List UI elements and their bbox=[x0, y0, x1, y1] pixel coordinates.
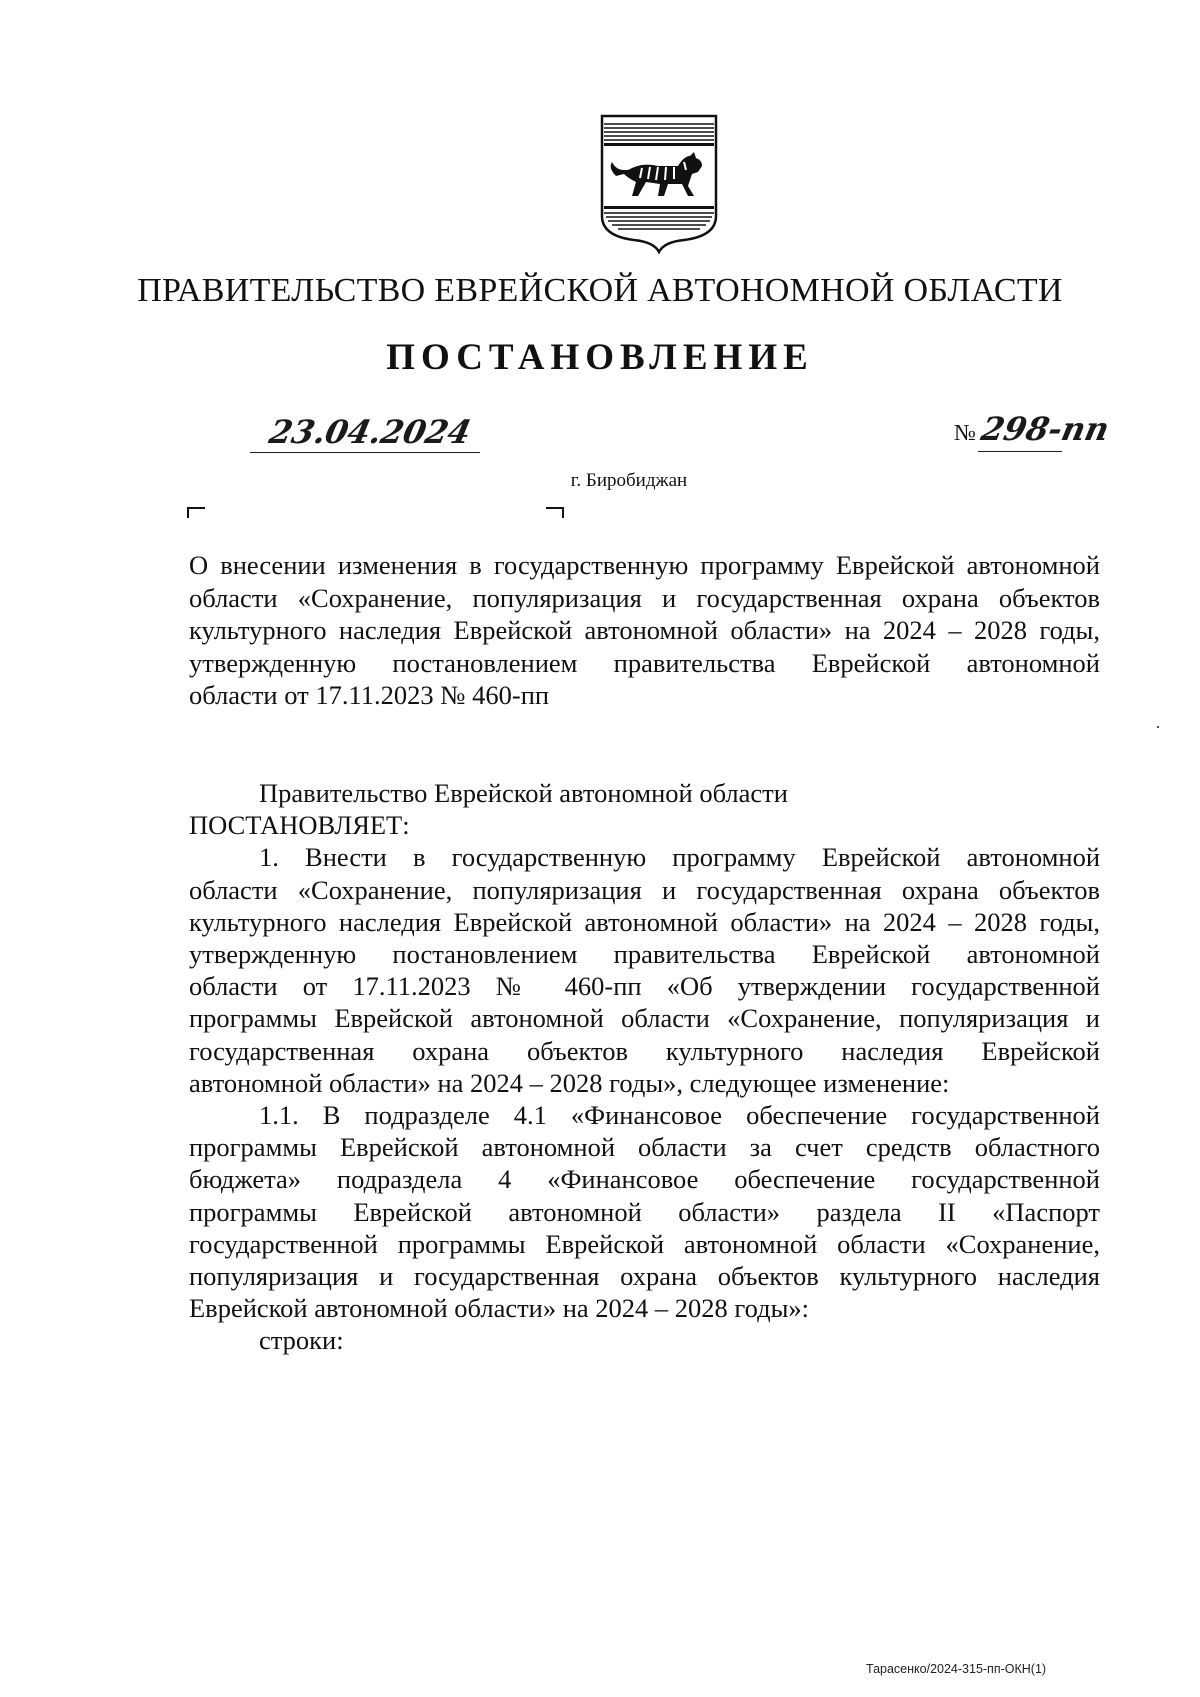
subject-line: О внесении изменения в государственную программу Еврейской автономной bbox=[189, 550, 1100, 580]
preamble: Правительство Еврейской автономной области bbox=[259, 778, 788, 808]
scan-artifact bbox=[1157, 726, 1159, 728]
decree-word: ПОСТАНОВЛЯЕТ: bbox=[189, 810, 410, 841]
rows-label: строки: bbox=[259, 1325, 344, 1356]
subject-line: утвержденную постановлением правительства Еврейской автономной bbox=[189, 647, 1100, 678]
item-1-1-line: бюджета» подраздела 4 «Финансовое обеспечение государственной bbox=[189, 1164, 1100, 1195]
item-1-1-line: популяризация и государственная охрана объектов культурного наследия bbox=[189, 1261, 1100, 1292]
title-bracket-right bbox=[546, 507, 564, 518]
decree-number: 298-пп bbox=[977, 410, 1113, 448]
decree-subject bbox=[189, 549, 1100, 712]
item-1-1-line: государственной программы Еврейской автономной области «Сохранение, bbox=[189, 1228, 1100, 1259]
item-1-line: государственная охрана объектов культурного наследия Еврейской bbox=[189, 1035, 1100, 1066]
number-sign: № bbox=[954, 420, 976, 445]
item-1-1-line: 1.1. В подразделе 4.1 «Финансовое обеспечение государственной bbox=[259, 1100, 1100, 1131]
item-1-line: 1. Внести в государственную программу Еврейской автономной bbox=[259, 842, 1100, 873]
subject-line: области «Сохранение, популяризация и государственная охрана объектов bbox=[189, 582, 1100, 613]
decree-body bbox=[189, 777, 1100, 1357]
org-title: ПРАВИТЕЛЬСТВО ЕВРЕЙСКОЙ АВТОНОМНОЙ ОБЛАСТИ bbox=[137, 272, 1063, 309]
item-1-line: утвержденную постановлением правительства Еврейской автономной bbox=[189, 939, 1100, 970]
item-1-line: программы Еврейской автономной области «Сохранение, популяризация и bbox=[189, 1003, 1100, 1034]
footer-file-code: Тарасенко/2024-315-пп-ОКН(1) bbox=[866, 1662, 1047, 1676]
document-type-heading: ПОСТАНОВЛЕНИЕ bbox=[386, 337, 814, 378]
item-1-line: автономной области» на 2024 – 2028 годы», следующее изменение: bbox=[189, 1067, 950, 1098]
item-1-1-line: программы Еврейской автономной области» раздела II «Паспорт bbox=[189, 1196, 1100, 1227]
item-1-line: культурного наследия Еврейской автономной области» на 2024 – 2028 годы, bbox=[189, 906, 1100, 937]
issue-city: г. Биробиджан bbox=[570, 470, 688, 491]
title-bracket-left bbox=[187, 507, 205, 518]
number-underline bbox=[978, 451, 1062, 452]
item-1-1-line: программы Еврейской автономной области за счет средств областного bbox=[189, 1132, 1100, 1163]
item-1-line: области от 17.11.2023 № 460-пп «Об утверждении государственной bbox=[189, 971, 1100, 1002]
date-underline bbox=[250, 452, 480, 453]
item-1-line: области «Сохранение, популяризация и государственная охрана объектов bbox=[189, 874, 1100, 905]
coat-of-arms-tiger-icon bbox=[598, 112, 720, 254]
subject-line: области от 17.11.2023 № 460-пп bbox=[189, 680, 550, 710]
item-1-1-line: Еврейской автономной области» на 2024 – 2028 годы»: bbox=[189, 1293, 810, 1324]
decree-date: 23.04.2024 bbox=[265, 413, 475, 451]
subject-line: культурного наследия Еврейской автономной области» на 2024 – 2028 годы, bbox=[189, 615, 1100, 645]
